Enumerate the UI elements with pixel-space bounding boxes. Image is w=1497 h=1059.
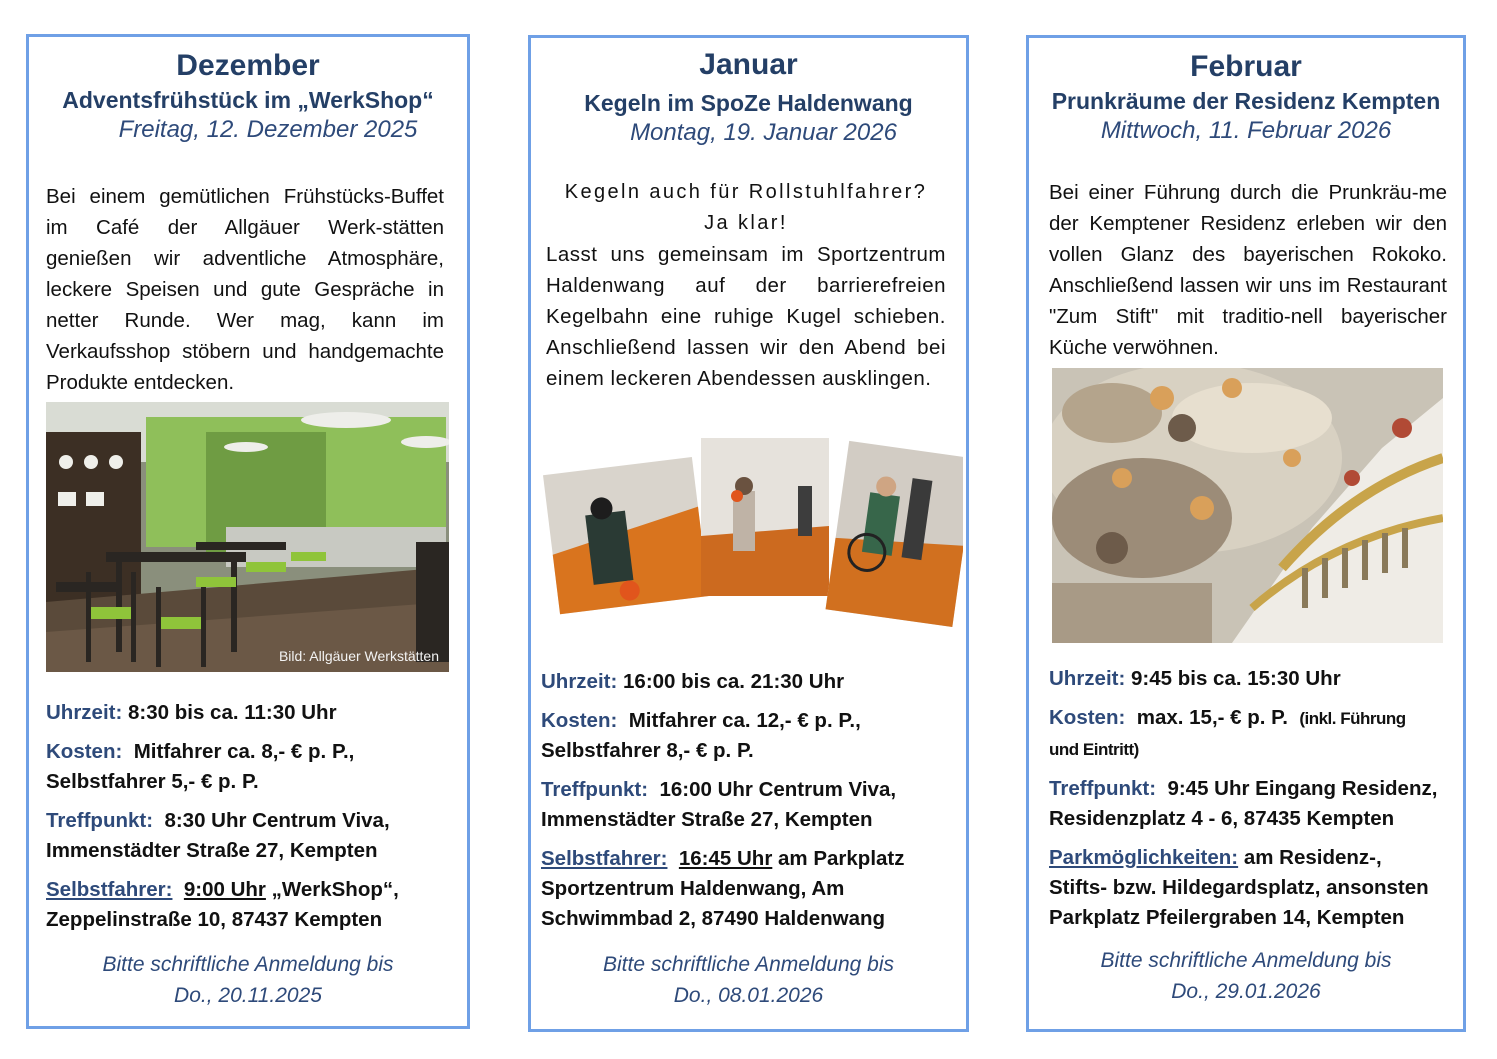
event-title: Prunkräume der Residenz Kempten (1051, 88, 1441, 114)
bowling-photos-image (543, 436, 963, 636)
treffpunkt-value-2: Immenstädter Straße 27, Kempten (46, 839, 378, 862)
parken-value: am Residenz-, (1243, 846, 1382, 869)
event-description: Bei einer Führung durch die Prunkräu-me der Kemptener Residenz erleben wir den vollen Glanz des bayerischen Rokoko. Anschließend lassen wir uns im Restaurant "Zum Stift" mit traditio-nell bayerischer Küche verwöhnen. (1049, 181, 1447, 359)
treffpunkt-value-2: Immenstädter Straße 27, Kempten (541, 808, 873, 831)
kosten-note-2: und Eintritt) (1049, 740, 1139, 759)
kosten-note-1: (inkl. Führung (1299, 709, 1406, 728)
uhrzeit-label: Uhrzeit: (46, 701, 123, 724)
event-description: Lasst uns gemeinsam im Sportzentrum Haldenwang auf der barrierefreien Kegelbahn eine ruhige Kugel schieben. Anschließend lassen wir den Abend bei einem leckeren Abendessen ausklingen. (546, 243, 946, 390)
event-title: Adventsfrühstück im „WerkShop“ (62, 87, 434, 113)
registration-deadline: Do., 29.01.2026 (1171, 980, 1321, 1003)
selbstfahrer-label: Selbstfahrer: (541, 847, 668, 870)
kosten-value-2: Selbstfahrer 8,- € p. P. (541, 739, 754, 762)
kosten-label: Kosten: (1049, 706, 1126, 729)
panel-februar (1026, 35, 1466, 1032)
selbstfahrer-time: 16:45 Uhr (678, 847, 773, 870)
intro-question: Kegeln auch für Rollstuhlfahrer? (564, 181, 928, 203)
event-date: Freitag, 12. Dezember 2025 (118, 116, 418, 143)
uhrzeit-row (46, 698, 466, 728)
event-description: Bei einem gemütlichen Frühstücks-Buffet im Café der Allgäuer Werk-stätten genießen wir adventliche Atmosphäre, leckere Speisen und gute Gespräche in netter Runde. Wer mag, kann im Verkaufsshop stöbern und handgemachte Produkte entdecken. (46, 185, 444, 394)
month-title: Februar (1190, 50, 1302, 83)
parken-label: Parkmöglichkeiten: (1049, 846, 1239, 869)
month-title: Januar (699, 48, 798, 81)
kegeln-photo-collage (543, 436, 963, 636)
selbstfahrer-row (541, 844, 966, 934)
treffpunkt-label: Treffpunkt: (46, 809, 154, 832)
uhrzeit-row (541, 667, 966, 697)
selbstfahrer-label: Selbstfahrer: (46, 878, 173, 901)
uhrzeit-row (1049, 664, 1467, 694)
residenz-photo (1052, 368, 1443, 643)
kosten-value-2: Selbstfahrer 5,- € p. P. (46, 770, 259, 793)
treffpunkt-value: 9:45 Uhr Eingang Residenz, (1167, 777, 1438, 800)
selbstfahrer-row (46, 875, 466, 935)
treffpunkt-value: 8:30 Uhr Centrum Viva, (164, 809, 390, 832)
selbstfahrer-value-2: Zeppelinstraße 10, 87437 Kempten (46, 908, 383, 931)
parken-value-2: Stifts- bzw. Hildegardsplatz, ansonsten (1049, 876, 1429, 899)
treffpunkt-value-2: Residenzplatz 4 - 6, 87435 Kempten (1049, 807, 1395, 830)
registration-deadline: Do., 08.01.2026 (673, 984, 824, 1007)
treffpunkt-label: Treffpunkt: (541, 778, 649, 801)
event-title: Kegeln im SpoZe Haldenwang (584, 90, 913, 116)
intro-answer: Ja klar! (704, 212, 788, 234)
selbstfahrer-value: am Parkplatz (778, 847, 905, 870)
selbstfahrer-value: „WerkShop“, (271, 878, 399, 901)
kosten-label: Kosten: (541, 709, 618, 732)
registration-line-1: Bitte schriftliche Anmeldung bis (602, 953, 895, 976)
month-title: Dezember (176, 49, 320, 82)
treffpunkt-value: 16:00 Uhr Centrum Viva, (659, 778, 897, 801)
kosten-row (46, 737, 466, 797)
uhrzeit-label: Uhrzeit: (541, 670, 618, 693)
kosten-row (1049, 703, 1467, 765)
event-date: Montag, 19. Januar 2026 (630, 119, 897, 146)
panel-januar (528, 35, 969, 1032)
kosten-value: Mitfahrer ca. 8,- € p. P., (133, 740, 355, 763)
cafe-interior-image (46, 402, 449, 672)
registration-line-1: Bitte schriftliche Anmeldung bis (1100, 949, 1392, 972)
uhrzeit-value: 16:00 bis ca. 21:30 Uhr (623, 670, 845, 693)
cafe-photo (46, 402, 449, 672)
selbstfahrer-value-3: Schwimmbad 2, 87490 Haldenwang (541, 907, 886, 930)
treffpunkt-row (541, 775, 966, 835)
uhrzeit-label: Uhrzeit: (1049, 667, 1126, 690)
parken-row (1049, 843, 1467, 933)
treffpunkt-label: Treffpunkt: (1049, 777, 1157, 800)
kosten-value: max. 15,- € p. P. (1136, 706, 1288, 729)
selbstfahrer-time: 9:00 Uhr (183, 878, 266, 901)
registration-line-1: Bitte schriftliche Anmeldung bis (102, 953, 394, 976)
ceiling-fresco-image (1052, 368, 1443, 643)
kosten-row (541, 706, 966, 766)
treffpunkt-row (46, 806, 466, 866)
registration-deadline: Do., 20.11.2025 (174, 984, 322, 1007)
panel-dezember (26, 34, 470, 1029)
treffpunkt-row (1049, 774, 1467, 834)
kosten-label: Kosten: (46, 740, 123, 763)
kosten-value: Mitfahrer ca. 12,- € p. P., (628, 709, 861, 732)
selbstfahrer-value-2: Sportzentrum Haldenwang, Am (541, 877, 845, 900)
event-date: Mittwoch, 11. Februar 2026 (1100, 117, 1392, 144)
parken-value-3: Parkplatz Pfeilergraben 14, Kempten (1049, 906, 1405, 929)
uhrzeit-value: 8:30 bis ca. 11:30 Uhr (128, 701, 337, 724)
image-caption: Bild: Allgäuer Werkstätten (278, 648, 439, 664)
uhrzeit-value: 9:45 bis ca. 15:30 Uhr (1131, 667, 1341, 690)
